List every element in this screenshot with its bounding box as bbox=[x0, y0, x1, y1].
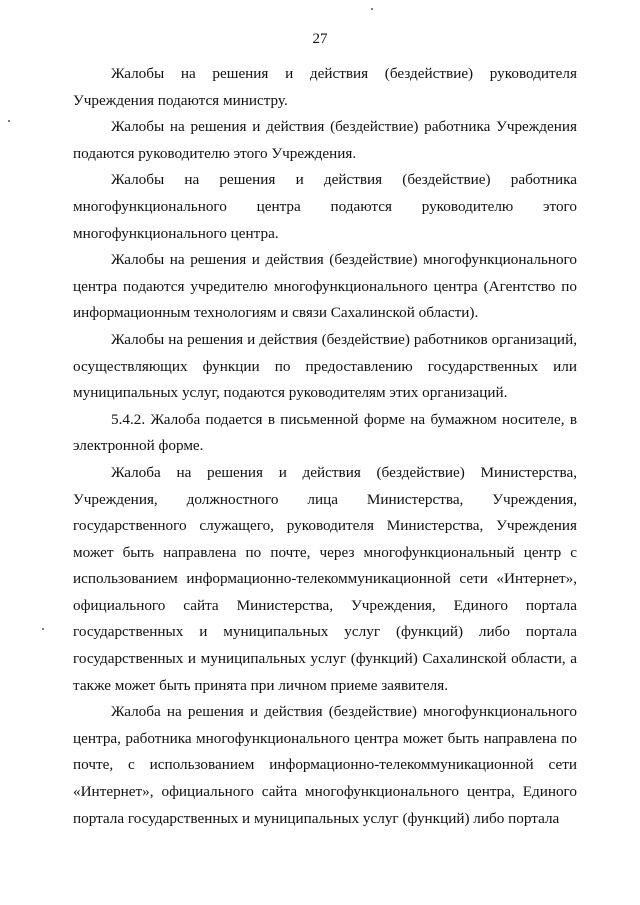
paragraph-complaint-head-of-institution: Жалобы на решения и действия (бездействие) руководителя Учреждения подаются министру. bbox=[73, 65, 577, 109]
page-number: 27 bbox=[312, 31, 328, 47]
scan-speck bbox=[42, 628, 44, 630]
paragraph-complaint-mfc-channels: Жалоба на решения и действия (бездействие) многофункционального центра, работника многофункционального центра может быть направлена по почте, с использованием информационно-телекоммуникационной сети «Интернет», официального сайта многофункционального центра, Единого портала государственных и муниципальных услуг (функций) либо портала bbox=[73, 703, 577, 827]
scan-speck bbox=[8, 120, 10, 122]
scan-speck bbox=[371, 8, 373, 10]
document-body bbox=[73, 61, 577, 832]
paragraph-complaint-mfc: Жалобы на решения и действия (бездействие) многофункционального центра подаются учредителю многофункционального центра (Агентство по информационным технологиям и связи Сахалинской области). bbox=[73, 251, 577, 322]
paragraph-section-5-4-2: 5.4.2. Жалоба подается в письменной форме на бумажном носителе, в электронной форме. bbox=[73, 410, 577, 455]
paragraph-complaint-mfc-employee: Жалобы на решения и действия (бездействие) работника многофункционального центра подаются руководителю этого многофункционального центра. bbox=[73, 171, 577, 242]
paragraph-complaint-organizations: Жалобы на решения и действия (бездействие) работников организаций, осуществляющих функции по предоставлению государственных или муниципальных услуг, подаются руководителям этих организаций. bbox=[73, 330, 577, 402]
paragraph-complaint-ministry-channels: Жалоба на решения и действия (бездействие) Министерства, Учреждения, должностного лица Министерства, Учреждения, государственного служащего, руководителя Министерства, Учреждения может быть направлена по почте, через многофункциональный центр с использованием информационно-телекоммуникационной сети «Интернет», официального сайта Министерства, Учреждения, Единого портала государственных и муниципальных услуг (функций) либо портала государственных и муниципальных услуг (функций) Сахалинской области, а также может быть принята при личном приеме заявителя. bbox=[73, 463, 577, 694]
paragraph-complaint-institution-employee: Жалобы на решения и действия (бездействие) работника Учреждения подаются руководителю этого Учреждения. bbox=[73, 118, 577, 162]
